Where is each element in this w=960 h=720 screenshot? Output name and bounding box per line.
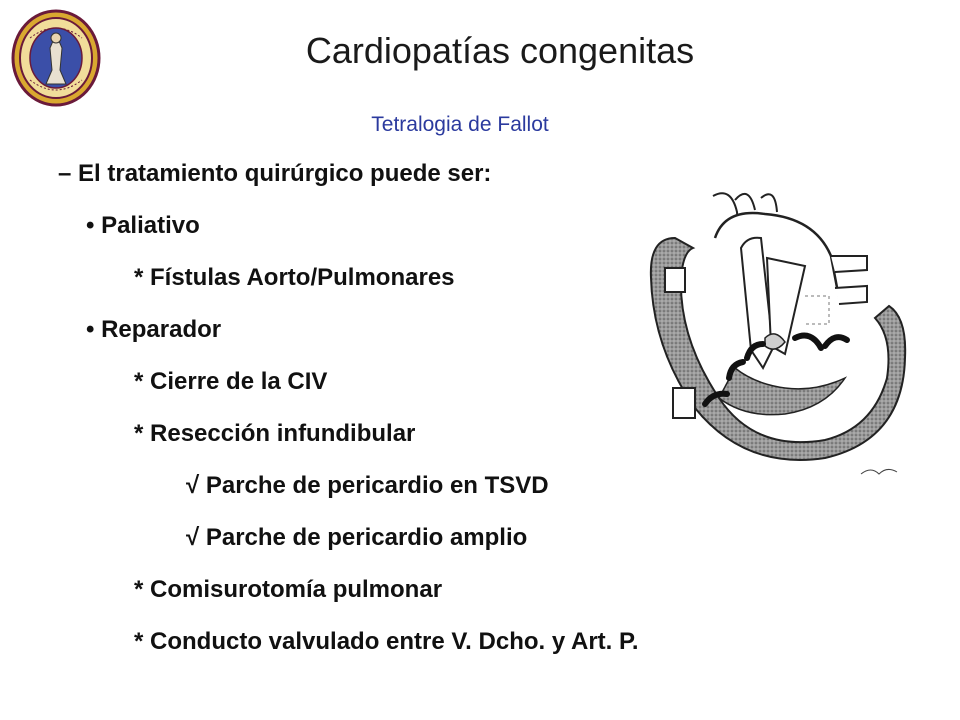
repair-subitem-conduit: * Conducto valvulado entre V. Dcho. y Art. P. bbox=[134, 628, 639, 655]
repair-item: • Reparador bbox=[86, 316, 222, 343]
heart-diagram-icon bbox=[635, 178, 915, 478]
treatment-heading: – El tratamiento quirúrgico puede ser: bbox=[58, 160, 492, 187]
palliative-subitem-fistulas: * Fístulas Aorto/Pulmonares bbox=[134, 264, 455, 291]
resection-subitem-wide-patch: √ Parche de pericardio amplio bbox=[186, 524, 528, 551]
repair-subitem-resection: * Resección infundibular bbox=[134, 420, 416, 447]
page-title: Cardiopatías congenitas bbox=[305, 30, 695, 71]
repair-subitem-commissurotomy: * Comisurotomía pulmonar bbox=[134, 576, 443, 603]
resection-subitem-tsvd-patch: √ Parche de pericardio en TSVD bbox=[186, 472, 549, 499]
repair-subitem-civ: * Cierre de la CIV bbox=[134, 368, 328, 395]
palliative-item: • Paliativo bbox=[86, 212, 200, 239]
page-subtitle: Tetralogia de Fallot bbox=[371, 113, 549, 136]
